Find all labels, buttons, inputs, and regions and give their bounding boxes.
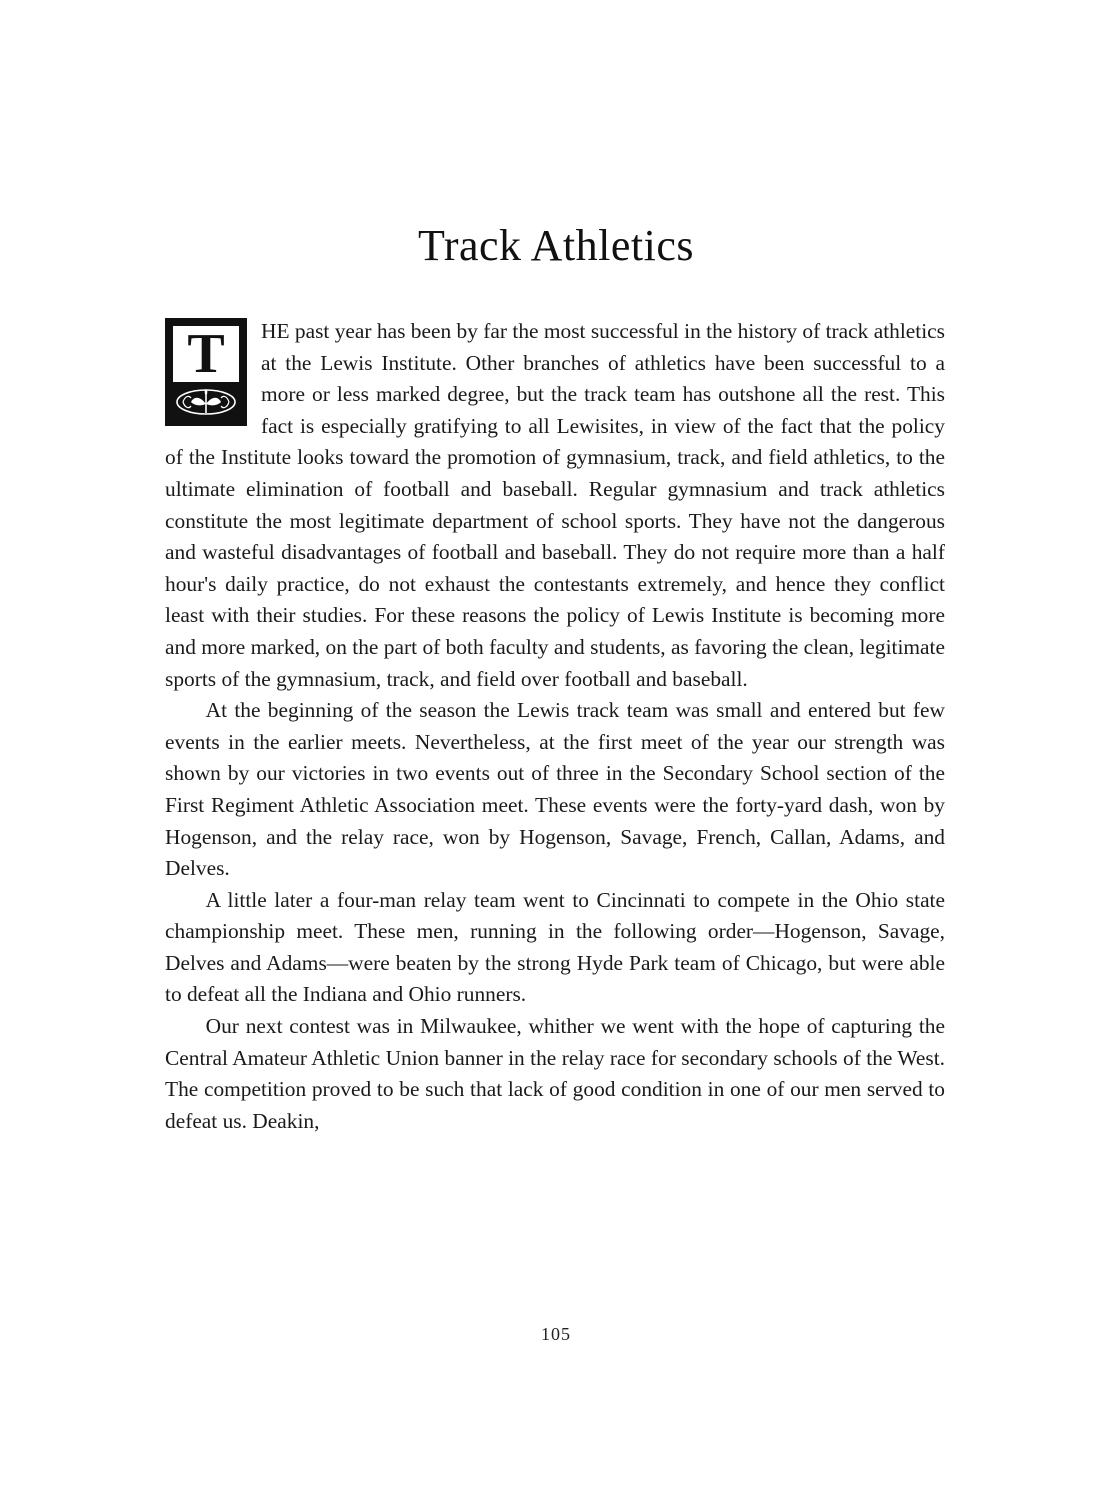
page-title: Track Athletics — [418, 221, 694, 270]
paragraph-3: A little later a four-man relay team went to Cincinnati to compete in the Ohio state championship meet. These men, running in the following order—Hogenson, Savage, Delves and Adams—were beaten by the strong Hyde Park team of Chicago, but were able to defeat all the Indiana and Ohio runners. — [165, 887, 945, 1007]
drop-cap-letter: T — [173, 326, 239, 382]
paragraph-2: At the beginning of the season the Lewis track team was small and entered but few events in the earlier meets. Nevertheless, at the first meet of the year our strength was shown by our victories in two events out of three in the Secondary School section of the First Regiment Athletic Association meet. These events were the forty-yard dash, won by Hogenson, and the relay race, won by Hogenson, Savage, French, Callan, Adams, and Delves. — [165, 698, 945, 881]
drop-cap-ornament — [165, 318, 247, 426]
page-number: 105 — [541, 1324, 571, 1344]
paragraph-1-text: HE past year has been by far the most successful in the history of track athletics at the Lewis Institute. Other branches of athletics have been successful to a more or less marked degree, but the track team has outshone all the rest. This fact is especially gratifying to all Lewisites, in view of the fact that the policy of the Institute looks toward the promotion of gymnasium, track, and field athletics, to the ultimate elimination of football and baseball. Regular gymnasium and track athletics constitute the most legitimate department of school sports. They have not the dangerous and wasteful disadvantages of football and baseball. They do not require more than a half hour's daily practice, do not exhaust the contestants extremely, and hence they conflict least with their studies. For these reasons the policy of Lewis Institute is becoming more and more marked, on the part of both faculty and students, as favoring the clean, legitimate sports of the gymnasium, track, and field over football and baseball. — [165, 319, 945, 691]
floral-ornament-icon — [173, 386, 239, 418]
article-body — [165, 316, 945, 1137]
paragraph-4: Our next contest was in Milwaukee, whither we went with the hope of capturing the Central Amateur Athletic Union banner in the relay race for secondary schools of the West. The competition proved to be such that lack of good condition in one of our men served to defeat us. Deakin, — [165, 1014, 945, 1133]
paragraph-1 — [165, 316, 945, 695]
